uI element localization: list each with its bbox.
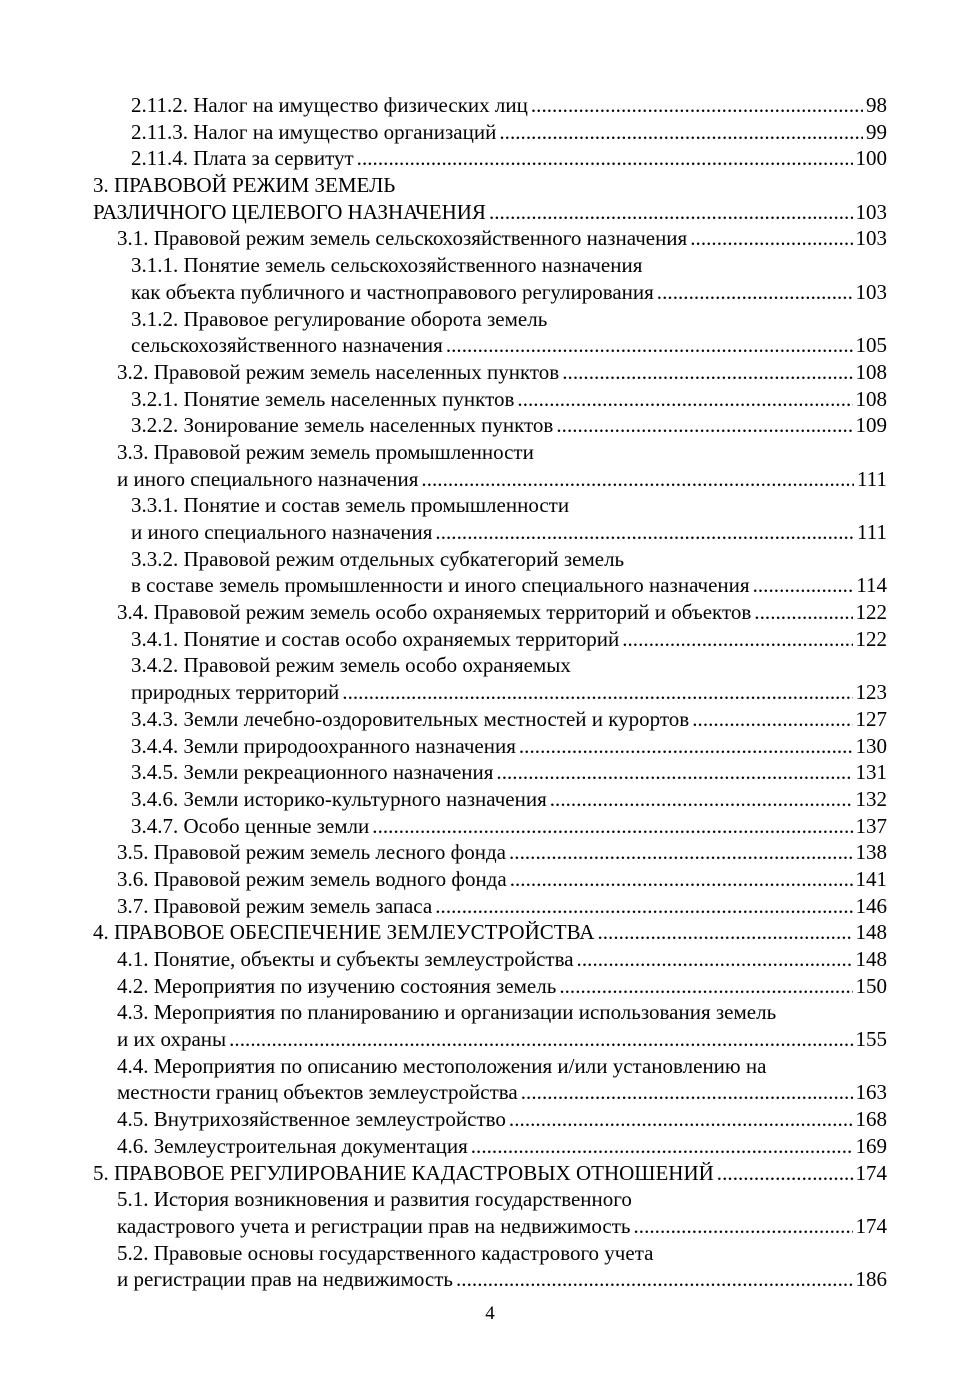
toc-entry-title: 4.6. Землеустроительная документация — [117, 1133, 468, 1158]
toc-entry-line — [0, 626, 887, 653]
toc-entry-title: 4.5. Внутрихозяйственное землеустройство — [117, 1107, 506, 1132]
dot-leader — [556, 412, 852, 439]
dot-leader — [517, 386, 852, 413]
toc-entry-title: 3.2.1. Понятие земель населенных пунктов — [131, 386, 515, 411]
toc-page-number: 108 — [855, 386, 887, 411]
toc-entry-title: и иного специального назначения — [117, 466, 419, 491]
toc-entry — [0, 252, 980, 305]
toc-page-number: 141 — [855, 866, 887, 891]
dot-leader — [510, 866, 853, 893]
dot-leader — [509, 839, 853, 866]
dot-leader — [633, 1213, 852, 1240]
toc-entry-title: 3.2. Правовой режим земель населенных пунктов — [117, 359, 560, 384]
toc-entry-title: природных территорий — [131, 680, 340, 705]
toc-entry — [0, 1186, 980, 1239]
toc-entry — [0, 599, 980, 626]
toc-entry-title: 4.3. Мероприятия по планированию и организации использования земель — [117, 1000, 777, 1025]
dot-leader — [446, 332, 853, 359]
toc-entry-title: РАЗЛИЧНОГО ЦЕЛЕВОГО НАЗНАЧЕНИЯ — [93, 199, 486, 224]
toc-entry — [0, 999, 980, 1052]
dot-leader — [690, 225, 852, 252]
dot-leader — [531, 92, 863, 119]
toc-entry-line — [0, 119, 887, 146]
dot-leader — [342, 679, 852, 706]
toc-entry-line — [0, 439, 887, 466]
toc-entry-title: и их охраны — [117, 1027, 227, 1052]
dot-leader — [471, 1133, 853, 1160]
toc-entry-line — [0, 492, 887, 519]
toc-entry-title: 3.3.2. Правовой режим отдельных субкатегорий земель — [131, 546, 625, 571]
toc-entry — [0, 145, 980, 172]
dot-leader — [559, 973, 852, 1000]
toc-page-number: 109 — [855, 413, 887, 438]
toc-page-number: 146 — [855, 893, 887, 918]
toc-entry — [0, 119, 980, 146]
toc-entry-title: местности границ объектов землеустройства — [117, 1080, 518, 1105]
toc-entry-line — [0, 252, 887, 279]
dot-leader — [597, 919, 852, 946]
toc-entry-line — [0, 92, 887, 119]
toc-entry-line — [0, 359, 887, 386]
toc-page-number: 137 — [855, 813, 887, 838]
toc-entry-line — [0, 199, 887, 226]
toc-entry-line — [0, 599, 887, 626]
toc-entry — [0, 919, 980, 946]
dot-leader — [357, 145, 853, 172]
toc-entry — [0, 973, 980, 1000]
toc-entry-title: 3.5. Правовой режим земель лесного фонда — [117, 840, 506, 865]
toc-page-number: 130 — [855, 733, 887, 758]
dot-leader — [456, 1266, 853, 1293]
toc-entry-line — [0, 145, 887, 172]
dot-leader — [509, 1106, 853, 1133]
toc-entry-line — [0, 679, 887, 706]
toc-entry — [0, 893, 980, 920]
dot-leader — [753, 572, 854, 599]
toc-entry-title: 4. ПРАВОВОЕ ОБЕСПЕЧЕНИЕ ЗЕМЛЕУСТРОЙСТВА — [93, 920, 595, 945]
toc-entry-line — [0, 1240, 887, 1267]
toc-entry-line — [0, 279, 887, 306]
toc-entry-line — [0, 412, 887, 439]
toc-page-number: 105 — [855, 333, 887, 358]
dot-leader — [372, 813, 852, 840]
toc-page-number: 150 — [855, 973, 887, 998]
dot-leader — [521, 1079, 853, 1106]
toc-entry-line — [0, 839, 887, 866]
dot-leader — [562, 359, 852, 386]
toc-entry-line — [0, 1160, 887, 1187]
toc-entry — [0, 306, 980, 359]
toc-page-number: 148 — [855, 947, 887, 971]
toc-entry-line — [0, 652, 887, 679]
toc-entry-line — [0, 919, 887, 946]
toc-entry-title: и регистрации прав на недвижимость — [117, 1267, 453, 1292]
toc-entry-title: 3.3.1. Понятие и состав земель промышленности — [131, 493, 570, 518]
toc-entry-line — [0, 1079, 887, 1106]
toc-entry-title: 2.11.3. Налог на имущество организаций — [131, 119, 497, 144]
toc-entry-line — [0, 306, 887, 333]
toc-entry-title: в составе земель промышленности и иного специального назначения — [131, 573, 750, 598]
toc-entry-line — [0, 973, 887, 1000]
dot-leader — [499, 119, 863, 146]
toc-entry-line — [0, 1133, 887, 1160]
toc-entry-line — [0, 786, 887, 813]
toc-entry-line — [0, 1266, 887, 1293]
toc-entry — [0, 359, 980, 386]
toc-entry-title: 3.4.7. Особо ценные земли — [131, 813, 370, 838]
toc-entry — [0, 1160, 980, 1187]
toc-entry-title: 5.1. История возникновения и развития государственного — [117, 1187, 632, 1212]
toc-page-number: 163 — [855, 1080, 887, 1105]
toc-page-number: 122 — [855, 626, 887, 651]
toc-entry-line — [0, 546, 887, 573]
dot-leader — [229, 1026, 852, 1053]
dot-leader — [489, 199, 853, 226]
toc-page-number: 138 — [855, 840, 887, 865]
toc-entry — [0, 386, 980, 413]
toc-page-number: 155 — [855, 1027, 887, 1052]
toc-page-number: 114 — [856, 573, 887, 598]
toc-entry-title: 5.2. Правовые основы государственного кадастрового учета — [117, 1240, 654, 1265]
toc-entry-line — [0, 332, 887, 359]
dot-leader — [421, 466, 854, 493]
toc-entry-title: сельскохозяйственного назначения — [131, 333, 443, 358]
toc-entry-line — [0, 1053, 887, 1080]
toc-page-number: 123 — [855, 680, 887, 705]
toc-entry-line — [0, 893, 887, 920]
dot-leader — [435, 893, 852, 920]
toc-page-number: 132 — [855, 786, 887, 811]
toc-entry-line — [0, 466, 887, 493]
toc-entry-title: 3.4.4. Земли природоохранного назначения — [131, 733, 516, 758]
table-of-contents — [0, 92, 980, 1293]
toc-entry-title: 3.4.3. Земли лечебно-оздоровительных местностей и курортов — [131, 706, 690, 731]
toc-entry-line — [0, 1026, 887, 1053]
toc-page-number: 174 — [855, 1160, 887, 1185]
toc-entry — [0, 412, 980, 439]
toc-entry-title: 3.4.5. Земли рекреационного назначения — [131, 760, 494, 785]
toc-page-number: 103 — [855, 226, 887, 251]
toc-page-number: 100 — [855, 146, 887, 171]
toc-entry-line — [0, 225, 887, 252]
toc-entry-title: и иного специального назначения — [131, 520, 433, 544]
toc-page-number: 169 — [855, 1133, 887, 1158]
toc-entry — [0, 492, 980, 545]
toc-entry — [0, 1053, 980, 1106]
toc-entry-title: 3.1. Правовой режим земель сельскохозяйственного назначения — [117, 226, 688, 251]
toc-entry-title: 3.4.6. Земли историко-культурного назначения — [131, 786, 547, 811]
dot-leader — [435, 519, 854, 546]
dot-leader — [622, 626, 852, 653]
toc-entry — [0, 92, 980, 119]
toc-entry-title: кадастрового учета и регистрации прав на недвижимость — [117, 1213, 631, 1238]
toc-entry-title: 3.1.1. Понятие земель сельскохозяйственного назначения — [131, 253, 643, 278]
toc-page-number: 108 — [855, 359, 887, 384]
toc-entry-title: 3.1.2. Правовое регулирование оборота земель — [131, 306, 548, 331]
dot-leader — [577, 946, 853, 973]
toc-entry-title: 4.2. Мероприятия по изучению состояния земель — [117, 973, 557, 998]
dot-leader — [550, 786, 853, 813]
toc-page-number: 131 — [855, 760, 887, 785]
toc-page-number: 127 — [855, 706, 887, 731]
toc-page-number: 122 — [855, 600, 887, 625]
toc-entry-title: 3. ПРАВОВОЙ РЕЖИМ ЗЕМЕЛЬ — [93, 173, 396, 198]
toc-page-number: 111 — [857, 520, 887, 544]
toc-entry-line — [0, 519, 887, 546]
toc-entry-title: 3.2.2. Зонирование земель населенных пунктов — [131, 413, 554, 438]
toc-page-number: 186 — [855, 1267, 887, 1292]
toc-entry-title: 3.7. Правовой режим земель запаса — [117, 893, 433, 918]
dot-leader — [717, 1160, 853, 1187]
toc-entry-line — [0, 1213, 887, 1240]
toc-entry-line — [0, 733, 887, 760]
toc-entry — [0, 439, 980, 492]
toc-entry — [0, 733, 980, 760]
toc-entry — [0, 706, 980, 733]
toc-page-number: 174 — [855, 1213, 887, 1238]
toc-entry — [0, 1106, 980, 1133]
dot-leader — [496, 759, 852, 786]
toc-entry-title: 3.3. Правовой режим земель промышленности — [117, 439, 534, 464]
toc-entry-line — [0, 172, 887, 199]
dot-leader — [692, 706, 852, 733]
toc-entry — [0, 652, 980, 705]
toc-entry-line — [0, 706, 887, 733]
toc-entry-title: 3.6. Правовой режим земель водного фонда — [117, 866, 507, 891]
toc-entry-line — [0, 386, 887, 413]
toc-entry-title: 2.11.4. Плата за сервитут — [131, 146, 354, 171]
toc-entry-line — [0, 759, 887, 786]
toc-entry — [0, 546, 980, 599]
toc-page-number: 103 — [855, 279, 887, 304]
toc-entry-title: как объекта публичного и частноправового регулирования — [131, 279, 654, 304]
toc-entry-line — [0, 1186, 887, 1213]
toc-entry — [0, 946, 980, 973]
toc-entry-line — [0, 572, 887, 599]
toc-entry — [0, 172, 980, 225]
toc-page-number: 148 — [855, 920, 887, 945]
toc-entry — [0, 759, 980, 786]
toc-page-number: 111 — [857, 466, 887, 491]
toc-entry — [0, 225, 980, 252]
toc-entry — [0, 1240, 980, 1293]
dot-leader — [519, 733, 853, 760]
toc-entry-line — [0, 946, 887, 973]
dot-leader — [754, 599, 852, 626]
toc-entry-title: 3.4.2. Правовой режим земель особо охраняемых — [131, 653, 571, 678]
toc-entry — [0, 1133, 980, 1160]
toc-entry-line — [0, 813, 887, 840]
toc-entry-title: 3.4. Правовой режим земель особо охраняемых территорий и объектов — [117, 600, 752, 625]
toc-entry-title: 2.11.2. Налог на имущество физических лиц — [131, 93, 528, 117]
toc-entry — [0, 626, 980, 653]
dot-leader — [657, 279, 853, 306]
toc-entry — [0, 866, 980, 893]
page-number: 4 — [485, 1303, 495, 1324]
toc-entry-title: 5. ПРАВОВОЕ РЕГУЛИРОВАНИЕ КАДАСТРОВЫХ ОТНОШЕНИЙ — [93, 1160, 714, 1185]
toc-page-number: 98 — [866, 93, 887, 117]
toc-entry — [0, 786, 980, 813]
toc-page-number: 168 — [855, 1107, 887, 1132]
toc-page-number: 103 — [855, 199, 887, 224]
toc-entry — [0, 839, 980, 866]
toc-entry-title: 4.4. Мероприятия по описанию местоположения и/или установлению на — [117, 1053, 767, 1078]
toc-entry — [0, 813, 980, 840]
toc-entry-title: 3.4.1. Понятие и состав особо охраняемых территорий — [131, 626, 620, 651]
toc-page-number: 99 — [866, 119, 887, 144]
toc-entry-line — [0, 1106, 887, 1133]
toc-entry-title: 4.1. Понятие, объекты и субъекты землеустройства — [117, 947, 574, 971]
toc-entry-line — [0, 999, 887, 1026]
toc-entry-line — [0, 866, 887, 893]
